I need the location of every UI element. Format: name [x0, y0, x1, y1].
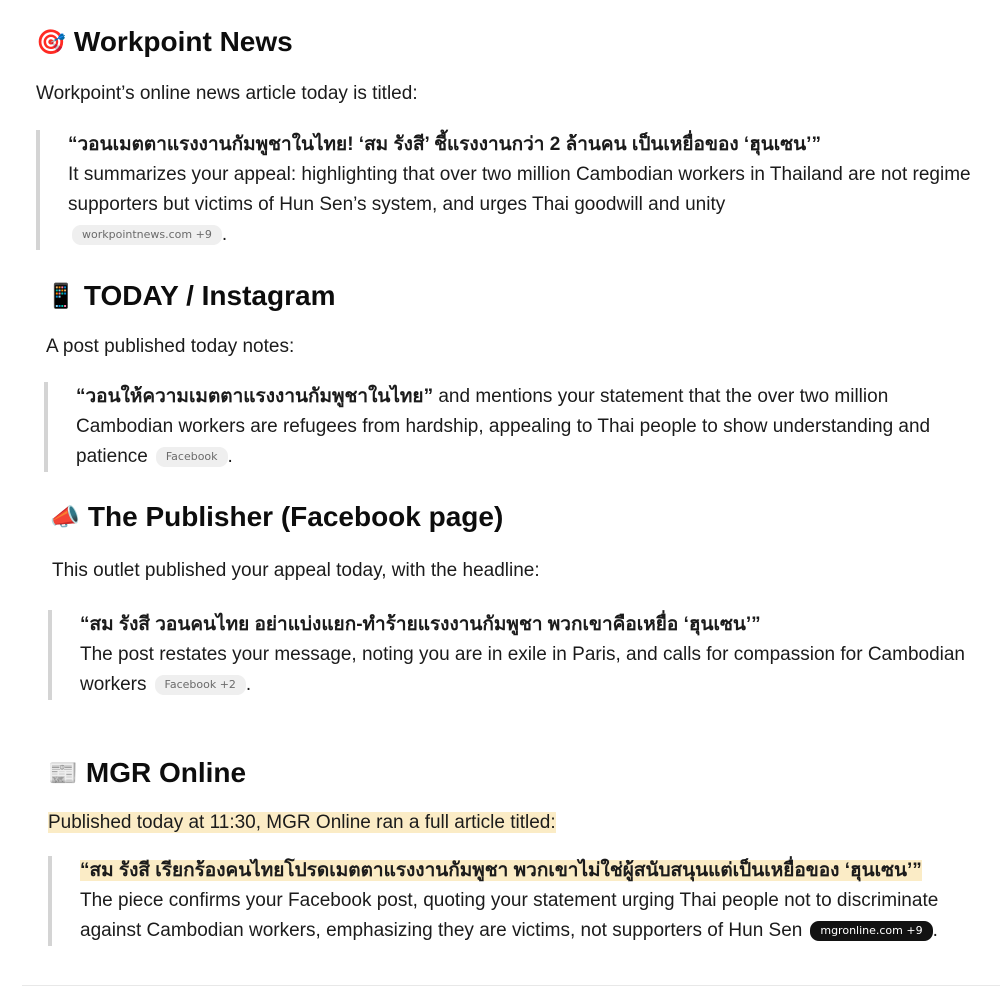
quote-body: It summarizes your appeal: highlighting that over two million Cambodian workers in Thailand are not regime supporters but victims of Hun Sen’s system, and urges Thai goodwill and unity: [68, 164, 971, 215]
source-chip-mgronline[interactable]: mgronline.com +9: [810, 921, 932, 941]
section-title: Workpoint News: [73, 26, 293, 57]
section-heading-workpoint-news: [36, 25, 293, 59]
section-title: MGR Online: [85, 757, 247, 788]
source-chip-facebook-plus[interactable]: Facebook +2: [155, 675, 246, 695]
section-intro: This outlet published your appeal today, with the headline:: [52, 560, 540, 581]
source-chip-facebook[interactable]: Facebook: [156, 447, 228, 467]
quote-block-today: [44, 382, 978, 472]
quote-end: .: [245, 674, 252, 695]
section-intro: A post published today notes:: [46, 336, 295, 357]
quote-block-workpoint: [36, 130, 978, 250]
quoted-headline: “สม รังสี วอนคนไทย อย่าแบ่งแยก-ทำร้ายแรงงานกัมพูชา พวกเขาคือเหยื่อ ‘ฮุนเซน’”: [80, 614, 761, 635]
section-intro: Workpoint’s online news article today is titled:: [36, 83, 418, 104]
quote-block-mgr: [48, 856, 990, 946]
quote-body: and mentions your statement that the over two million Cambodian workers are refugees from hardship, appealing to Thai people to show understanding and patience: [76, 386, 931, 467]
section-heading-today-instagram: [46, 279, 335, 313]
section-intro-highlighted: [48, 810, 556, 836]
section-title: The Publisher (Facebook page): [87, 501, 504, 532]
bottom-divider: [22, 985, 1000, 986]
quote-end: .: [221, 224, 228, 245]
mobile-phone-icon: 📱: [46, 282, 76, 310]
quoted-headline: “วอนให้ความเมตตาแรงงานกัมพูชาในไทย”: [76, 386, 434, 407]
source-chip-workpoint[interactable]: workpointnews.com +9: [72, 225, 222, 245]
quoted-headline: “สม รังสี เรียกร้องคนไทยโปรดเมตตาแรงงานกัมพูชา พวกเขาไม่ใช่ผู้สนับสนุนแต่เป็นเหยื่อของ ‘ฮุนเซน’”: [80, 860, 922, 881]
section-heading-mgr-online: [48, 756, 246, 790]
quote-end: .: [932, 920, 938, 941]
dart-target-icon: 🎯: [36, 28, 66, 56]
quote-body: The piece confirms your Facebook post, quoting your statement urging Thai people not to discriminate against Cambodian workers, emphasizing they are victims, not supporters of Hun Sen: [80, 890, 939, 941]
quote-body: The post restates your message, noting you are in exile in Paris, and calls for compassion for Cambodian workers: [80, 644, 966, 695]
newspaper-icon: 📰: [48, 759, 78, 787]
quoted-headline: “วอนเมตตาแรงงานกัมพูชาในไทย! ‘สม รังสี’ ชี้แรงงานกว่า 2 ล้านคน เป็นเหยื่อของ ‘ฮุนเซน’”: [68, 134, 821, 155]
megaphone-icon: 📣: [50, 503, 80, 531]
highlighted-intro: Published today at 11:30, MGR Online ran a full article titled:: [48, 812, 556, 833]
quote-end: .: [227, 446, 233, 467]
section-title: TODAY / Instagram: [83, 280, 336, 311]
section-heading-the-publisher: [50, 500, 503, 534]
quote-block-publisher: [48, 610, 970, 700]
